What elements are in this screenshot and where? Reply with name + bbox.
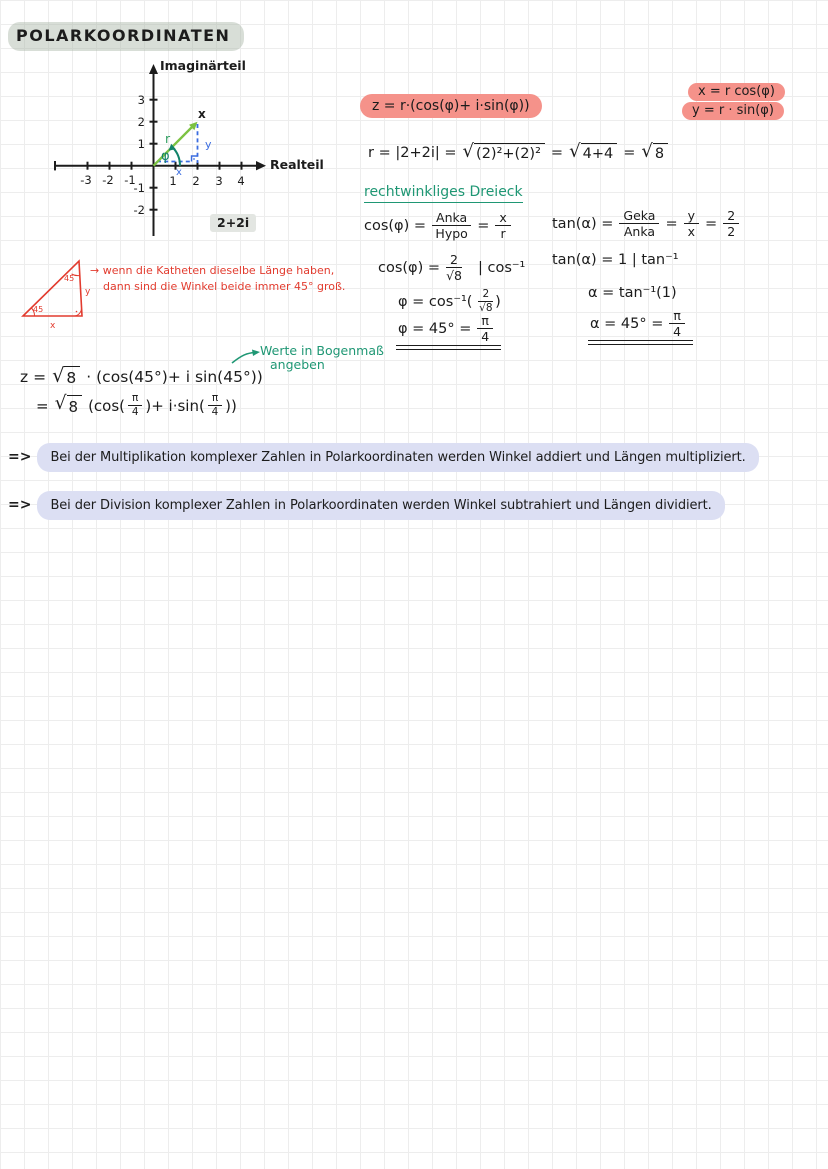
phi-step <box>398 289 501 314</box>
numerator: Anka <box>432 211 471 226</box>
sqrt-term <box>52 366 80 387</box>
z2-p3: )) <box>225 396 237 415</box>
fraction <box>432 211 471 240</box>
alpha-step-text: α = tan⁻¹(1) <box>588 285 677 301</box>
cos-step <box>378 253 525 282</box>
numerator: Geka <box>619 209 659 224</box>
conclusion-text: Bei der Multiplikation komplexer Zahlen in Polarkoordinaten werden Winkel addiert und Längen multipliziert. <box>37 443 758 472</box>
triangle-annotation-line1: → wenn die Katheten dieselbe Länge haben, <box>90 264 335 277</box>
x-component-label: x <box>176 167 182 178</box>
arrow-shaft <box>232 353 255 364</box>
fraction <box>619 209 659 238</box>
real-axis-arrow <box>256 161 266 170</box>
x-equation <box>688 83 785 101</box>
radical-sign: √ <box>641 141 653 162</box>
alpha-result-underlined <box>588 309 693 345</box>
vector-r <box>154 125 195 166</box>
denominator: Hypo <box>435 226 468 242</box>
vector-tip-label: x <box>198 107 206 121</box>
phi-label: φ <box>161 149 170 164</box>
polar-form-text: z = r·(cos(φ)+ i·sin(φ)) <box>372 98 530 114</box>
triangle-annotation-line2: dann sind die Winkel beide immer 45° groß. <box>103 279 346 293</box>
numerator: 2 <box>446 253 462 268</box>
green-arrow <box>230 348 262 366</box>
inverse-op: | cos⁻¹ <box>478 259 526 276</box>
radians-note-text1: Werte in Bogenmaß <box>260 343 384 358</box>
numerator: π <box>128 393 142 406</box>
cos-definition <box>364 211 511 240</box>
equals-sign: = <box>705 215 718 232</box>
z1-rest: · (cos(45°)+ i sin(45°)) <box>86 367 263 386</box>
top-angle-label: 45 <box>64 274 75 283</box>
complex-plane-diagram <box>40 56 360 244</box>
conclusion-division <box>8 491 725 520</box>
x-equation-text: x = r cos(φ) <box>698 84 775 99</box>
radians-note-line1 <box>260 343 384 358</box>
fraction <box>495 211 510 240</box>
numerator: π <box>669 309 685 324</box>
conclusion-text: Bei der Division komplexer Zahlen in Polarkoordinaten werden Winkel subtrahiert und Längen dividiert. <box>37 491 724 520</box>
x-tick-labels <box>80 173 244 188</box>
page-title-text: POLARKOORDINATEN <box>16 26 231 45</box>
radians-note-line2 <box>270 357 325 372</box>
side-y-label: y <box>85 287 91 297</box>
denominator: x <box>687 224 696 240</box>
right-angle-dot <box>193 158 195 160</box>
fraction <box>723 209 739 238</box>
numerator: π <box>477 314 493 329</box>
fraction <box>208 393 222 418</box>
right-angle-dot <box>76 311 78 313</box>
equals-sign: = <box>665 215 678 232</box>
phi-result-underlined <box>396 314 501 350</box>
denominator: √8 <box>446 268 462 284</box>
fraction <box>128 393 142 418</box>
imaginary-axis-arrow <box>149 64 158 74</box>
modulus-equation <box>368 143 668 162</box>
radical-sign: √ <box>462 141 475 162</box>
real-axis-label: Realteil <box>270 157 324 172</box>
y-tick-label: -1 <box>133 181 145 195</box>
right-angle-arc <box>75 308 82 317</box>
alpha-result <box>588 309 693 345</box>
equals-sign: = <box>550 144 564 161</box>
tan-definition <box>552 209 739 238</box>
fraction <box>684 209 699 238</box>
z2-pre: = <box>36 396 49 415</box>
denominator: r <box>500 226 506 242</box>
equals-sign: = <box>623 144 636 161</box>
x-tick-label: 4 <box>237 174 245 188</box>
z2-p2: )+ i·sin( <box>145 396 205 415</box>
radical-sign: √ <box>54 393 67 415</box>
sqrt-term <box>55 395 83 416</box>
sqrt-term <box>641 143 668 162</box>
denominator: 4 <box>673 324 682 340</box>
x-tick-label: 3 <box>215 174 223 188</box>
cos-step-lhs: cos(φ) = <box>378 259 441 276</box>
denominator: 4 <box>481 329 490 345</box>
conclusion-arrow: => <box>8 497 32 513</box>
radicand: 8 <box>64 366 80 387</box>
x-tick-label: -1 <box>124 173 136 187</box>
fraction <box>669 309 685 338</box>
numerator: y <box>684 209 699 224</box>
denominator: 2 <box>727 224 736 240</box>
fraction <box>477 314 493 343</box>
point-tag-text: 2+2i <box>217 215 250 230</box>
sqrt-term <box>463 143 545 162</box>
triangle-annotation <box>90 263 345 295</box>
fraction <box>478 289 493 314</box>
cos-def-lhs: cos(φ) = <box>364 217 427 234</box>
radicand: 8 <box>653 143 668 162</box>
tan-step <box>552 252 679 268</box>
fraction <box>446 253 462 282</box>
denominator: Anka <box>623 224 656 240</box>
x-tick-label: 1 <box>169 174 177 188</box>
modulus-lhs: r = |2+2i| = <box>368 144 457 161</box>
x-tick-label: -3 <box>80 173 92 187</box>
tan-def-lhs: tan(α) = <box>552 215 614 232</box>
y-component-label: y <box>205 138 212 151</box>
y-tick-labels <box>134 93 145 217</box>
phi-step-post: ) <box>495 293 501 310</box>
denominator: √8 <box>479 302 493 315</box>
side-x-label: x <box>50 321 56 331</box>
alpha-result-pre: α = 45° = <box>590 315 664 332</box>
z-radians-equation <box>36 393 237 418</box>
numerator: x <box>495 211 510 226</box>
page-title <box>8 22 244 51</box>
phi-result-pre: φ = 45° = <box>398 320 472 337</box>
y-tick-label: 2 <box>137 115 145 129</box>
section-heading-text: rechtwinkliges Dreieck <box>364 184 523 200</box>
section-heading <box>364 184 523 203</box>
phi-result <box>396 314 501 350</box>
arrow-head <box>252 350 260 357</box>
denominator: 4 <box>131 406 139 419</box>
numerator: 2 <box>478 289 493 302</box>
numerator: π <box>208 393 222 406</box>
z2-p1: (cos( <box>88 396 126 415</box>
y-equation-text: y = r · sin(φ) <box>692 103 774 118</box>
numerator: 2 <box>723 209 739 224</box>
polar-form-formula <box>360 94 542 118</box>
y-tick-label: -2 <box>133 203 145 217</box>
radical-sign: √ <box>52 364 65 387</box>
equals-sign: = <box>477 217 490 234</box>
x-tick-label: -2 <box>102 173 114 187</box>
radicand: (2)²+(2)² <box>474 143 545 162</box>
imaginary-axis-label: Imaginärteil <box>160 58 246 73</box>
phi-step-pre: φ = cos⁻¹( <box>398 293 473 310</box>
x-tick-label: 2 <box>192 174 200 188</box>
sqrt-term <box>569 143 617 162</box>
alpha-step <box>588 285 677 301</box>
conclusion-multiplication <box>8 443 759 472</box>
point-tag <box>210 214 256 232</box>
y-equation <box>682 102 784 120</box>
y-tick-label: 3 <box>137 93 145 107</box>
tan-step-text: tan(α) = 1 | tan⁻¹ <box>552 252 679 268</box>
radicand: 4+4 <box>581 143 618 162</box>
y-tick-label: 1 <box>137 137 145 151</box>
r-label: r <box>165 131 171 146</box>
denominator: 4 <box>211 406 219 419</box>
radians-note-text2: angeben <box>270 357 325 372</box>
conclusion-arrow: => <box>8 449 32 465</box>
left-angle-label: 45 <box>33 305 44 314</box>
z1-pre: z = <box>20 367 47 386</box>
radical-sign: √ <box>569 141 581 162</box>
z-degrees-equation <box>20 366 263 387</box>
radicand: 8 <box>67 395 83 416</box>
